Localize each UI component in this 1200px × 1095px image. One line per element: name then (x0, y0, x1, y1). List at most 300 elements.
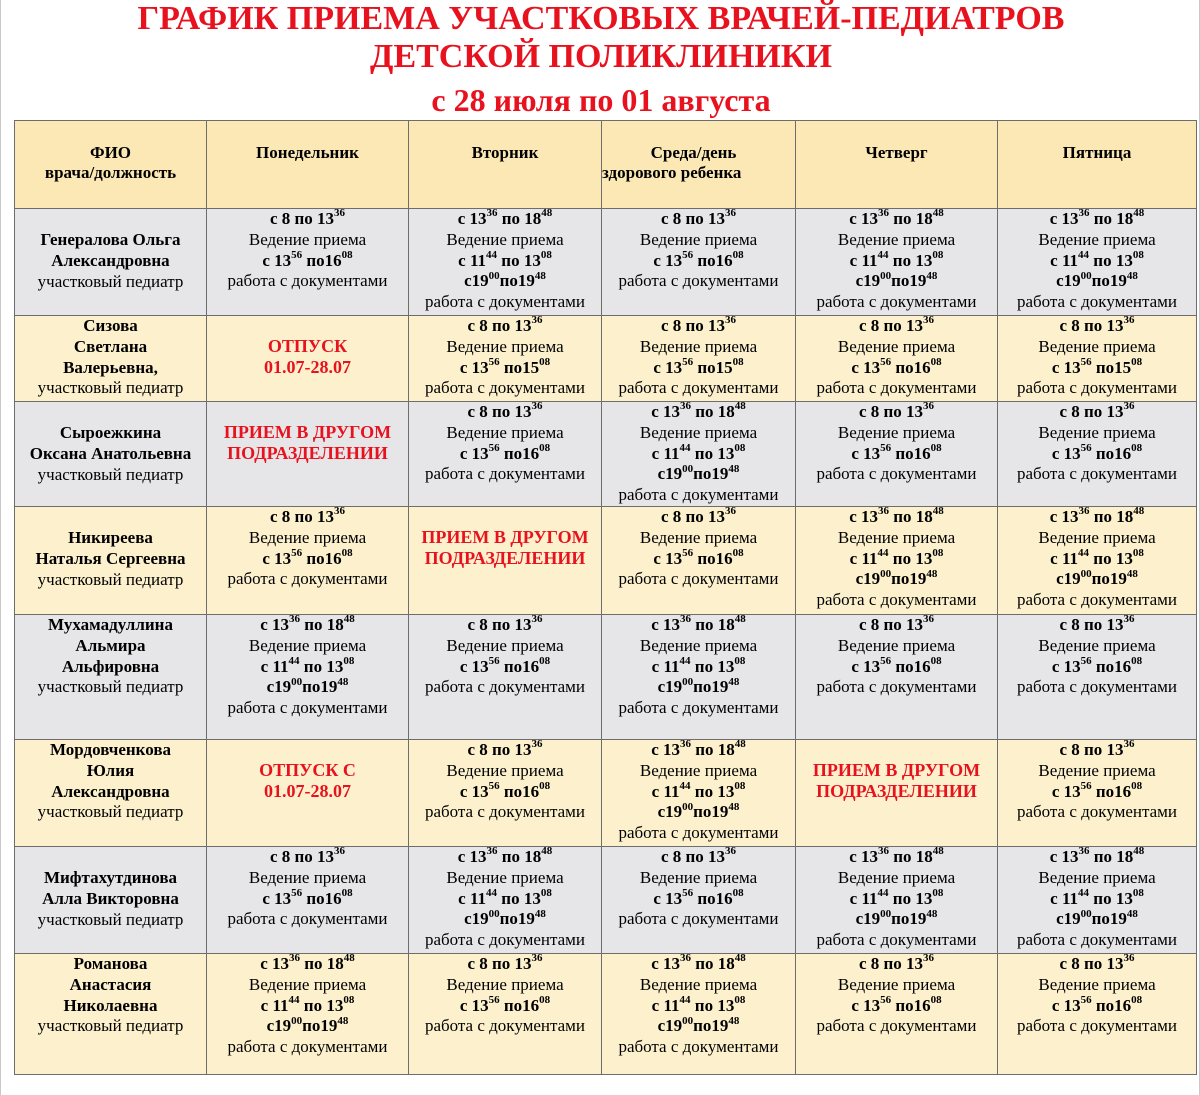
superscript-minutes: 36 (1123, 739, 1135, 751)
shift-label: Ведение приема (446, 974, 564, 994)
doctor-name-line: Александровна (51, 250, 170, 270)
shift-subtime: с $13^{56}$ $по16^{08}$ (262, 546, 353, 568)
superscript-minutes: 48 (728, 675, 740, 688)
title-line-2: ДЕТСКОЙ ПОЛИКЛИНИКИ (370, 38, 832, 75)
shift-docs: работа с документами (1016, 292, 1178, 312)
doctor-name-line: Светлана (73, 336, 148, 356)
shift-subtime: с $13^{56}$ $по16^{08}$ (653, 886, 744, 908)
shift-label: Ведение приема (1038, 867, 1156, 887)
shift-docs: работа с документами (424, 464, 586, 484)
doctor-name-line: Сизова (83, 316, 138, 335)
superscript-minutes: 08 (734, 654, 746, 667)
shift-subtime: с $11^{44}$ по $13^{08}$ (260, 654, 355, 676)
schedule-block (998, 954, 1196, 1037)
shift-subtime: с $13^{56}$ $по16^{08}$ (653, 546, 744, 568)
shift-subtime: с $13^{56}$ $по16^{08}$ (1051, 993, 1143, 1015)
schedule-cell (998, 507, 1197, 615)
note-line: ПОДРАЗДЕЛЕНИИ (227, 443, 388, 463)
table-row (15, 954, 1197, 1075)
schedule-block (207, 209, 408, 292)
shift-time: с 8 по $13^{36}$ (660, 315, 737, 335)
shift-docs: работа с документами (1016, 378, 1178, 398)
schedule-block (998, 316, 1196, 399)
shift-evening: $с19^{00}по19^{48}$ (464, 907, 546, 929)
shift-subtime: с $13^{56}$ $по16^{08}$ (459, 779, 551, 801)
shift-subtime: с $11^{44}$ по $13^{08}$ (849, 546, 944, 568)
schedule-block (409, 615, 601, 698)
shift-subtime: с $13^{56}$ $по16^{08}$ (1051, 441, 1143, 463)
superscript-minutes: 48 (541, 208, 553, 220)
superscript-minutes: 36 (334, 208, 346, 220)
superscript-minutes: 36 (1123, 401, 1135, 413)
doctor-info (15, 615, 206, 698)
superscript-minutes: 00 (682, 1014, 694, 1027)
superscript-minutes: 08 (539, 441, 551, 454)
note-line: 01.07-28.07 (264, 781, 351, 801)
doctor-name-line: Генералова Ольга (40, 230, 181, 249)
doctor-name-line: Мифтахутдинова (43, 868, 178, 887)
schedule-table (14, 120, 1197, 1075)
superscript-minutes: 56 (880, 355, 892, 368)
shift-time: с 8 по $13^{36}$ (660, 506, 737, 526)
col-header-doctor (15, 121, 207, 209)
schedule-block (602, 402, 795, 506)
superscript-minutes: 36 (1123, 315, 1135, 327)
shift-subtime: с $11^{44}$ по $13^{08}$ (260, 993, 355, 1015)
schedule-block (207, 847, 408, 930)
doctor-role: участковый педиатр (37, 378, 184, 398)
doctor-name-line: Никиреева (68, 528, 153, 547)
superscript-minutes: 56 (291, 546, 303, 559)
superscript-minutes: 36 (531, 614, 543, 626)
schedule-cell (602, 847, 796, 954)
schedule-block (796, 507, 997, 611)
schedule-cell (796, 402, 998, 507)
superscript-minutes: 36 (680, 401, 691, 413)
schedule-block (602, 740, 795, 844)
shift-evening: $с19^{00}по19^{48}$ (657, 800, 740, 822)
superscript-minutes: 44 (1078, 248, 1090, 261)
superscript-minutes: 56 (880, 441, 892, 454)
shift-label: Ведение приема (1038, 229, 1156, 249)
schedule-cell (796, 847, 998, 954)
table-row (15, 507, 1197, 615)
shift-subtime: с $13^{56}$ $по16^{08}$ (459, 654, 551, 676)
superscript-minutes: 48 (1133, 846, 1145, 858)
note-line: ПРИЕМ В ДРУГОМ (812, 760, 981, 780)
superscript-minutes: 00 (880, 567, 892, 580)
schedule-cell (796, 209, 998, 316)
superscript-minutes: 36 (725, 846, 737, 858)
note-line: ОТПУСК (267, 336, 348, 356)
schedule-cell (207, 316, 409, 402)
shift-subtime: с $11^{44}$ по $13^{08}$ (1050, 886, 1144, 908)
schedule-cell (207, 615, 409, 740)
shift-time: с 8 по $13^{36}$ (269, 506, 346, 526)
shift-label: Ведение приема (248, 635, 367, 655)
superscript-minutes: 44 (1078, 886, 1090, 899)
shift-docs: работа с документами (227, 698, 388, 718)
shift-time: с $13^{36}$ по $18^{48}$ (651, 739, 746, 759)
doctor-name-line: Николаевна (63, 995, 158, 1015)
shift-time: с $13^{36}$ по $18^{48}$ (457, 846, 553, 866)
superscript-minutes: 36 (878, 846, 889, 858)
superscript-minutes: 44 (679, 993, 691, 1006)
schedule-cell (602, 507, 796, 615)
shift-evening: $с19^{00}по19^{48}$ (266, 1014, 349, 1036)
shift-label: Ведение приема (639, 527, 758, 547)
shift-time: с 8 по $13^{36}$ (1059, 739, 1135, 759)
shift-time: с 8 по $13^{36}$ (1059, 614, 1135, 634)
col-header-wed-line1: Среда/день (650, 143, 737, 162)
col-header-doctor-line1: ФИО (89, 143, 132, 162)
superscript-minutes: 00 (1080, 567, 1092, 580)
superscript-minutes: 08 (539, 355, 551, 368)
superscript-minutes: 08 (732, 355, 744, 368)
doctor-name-line: Мухамадуллина (48, 615, 173, 634)
shift-subtime: с $11^{44}$ по $13^{08}$ (651, 993, 746, 1015)
schedule-block (602, 954, 795, 1058)
schedule-block (796, 954, 997, 1037)
superscript-minutes: 48 (343, 953, 355, 965)
shift-time: с 8 по $13^{36}$ (1059, 953, 1135, 973)
schedule-block (207, 954, 408, 1058)
doctor-cell (15, 954, 207, 1075)
schedule-cell (796, 954, 998, 1075)
superscript-minutes: 36 (531, 953, 543, 965)
superscript-minutes: 00 (488, 269, 500, 282)
shift-label: Ведение приема (639, 229, 758, 249)
shift-time: с $13^{36}$ по $18^{48}$ (1049, 506, 1145, 526)
doctor-cell (15, 615, 207, 740)
shift-label: Ведение приема (446, 760, 564, 780)
shift-label: Ведение приема (639, 635, 758, 655)
shift-label: Ведение приема (1038, 760, 1156, 780)
superscript-minutes: 48 (932, 846, 944, 858)
schedule-cell (998, 740, 1197, 847)
shift-docs: работа с документами (816, 292, 977, 312)
schedule-note (796, 740, 997, 802)
superscript-minutes: 36 (1078, 208, 1090, 220)
doctor-info (15, 507, 206, 590)
superscript-minutes: 08 (1131, 993, 1143, 1006)
schedule-note (207, 402, 408, 464)
superscript-minutes: 08 (540, 248, 552, 261)
note-line: ОТПУСК С (259, 760, 356, 780)
shift-subtime: с $11^{44}$ по $13^{08}$ (1050, 546, 1144, 568)
superscript-minutes: 36 (334, 846, 346, 858)
superscript-minutes: 00 (291, 1014, 303, 1027)
col-header-doctor-line2: врача/должность (44, 163, 177, 182)
shift-docs: работа с документами (816, 1016, 977, 1036)
shift-label: Ведение приема (837, 527, 956, 547)
superscript-minutes: 36 (531, 315, 543, 327)
shift-docs: работа с документами (618, 569, 779, 589)
schedule-cell (796, 740, 998, 847)
superscript-minutes: 44 (288, 654, 300, 667)
shift-time: с $13^{36}$ по $18^{48}$ (260, 953, 355, 973)
doctor-cell (15, 847, 207, 954)
superscript-minutes: 48 (1126, 269, 1138, 282)
superscript-minutes: 56 (488, 993, 500, 1006)
superscript-minutes: 56 (1080, 441, 1092, 454)
shift-time: с 8 по $13^{36}$ (269, 208, 346, 228)
shift-docs: работа с документами (618, 485, 779, 505)
shift-label: Ведение приема (837, 974, 956, 994)
shift-time: с 8 по $13^{36}$ (467, 614, 543, 634)
shift-docs: работа с документами (618, 271, 779, 291)
schedule-cell (409, 615, 602, 740)
doctor-info (15, 402, 206, 485)
superscript-minutes: 08 (930, 441, 942, 454)
schedule-cell (998, 209, 1197, 316)
shift-subtime: с $13^{56}$ $по15^{08}$ (653, 355, 744, 377)
shift-subtime: с $13^{56}$ $по15^{08}$ (459, 355, 551, 377)
schedule-cell (207, 847, 409, 954)
col-header-fri: Пятница (998, 121, 1197, 209)
shift-evening: $с19^{00}по19^{48}$ (1056, 907, 1138, 929)
superscript-minutes: 56 (682, 248, 694, 261)
shift-subtime: с $13^{56}$ $по16^{08}$ (459, 441, 551, 463)
superscript-minutes: 56 (488, 779, 500, 792)
doctor-name-line: Юлия (86, 760, 135, 780)
shift-subtime: с $13^{56}$ $по16^{08}$ (851, 654, 942, 676)
shift-subtime: с $11^{44}$ по $13^{08}$ (458, 886, 552, 908)
col-header-tue: Вторник (409, 121, 602, 209)
schedule-cell (207, 740, 409, 847)
superscript-minutes: 48 (932, 506, 944, 518)
schedule-cell (998, 954, 1197, 1075)
schedule-block (998, 507, 1196, 611)
superscript-minutes: 56 (291, 248, 303, 261)
doctor-info (15, 954, 206, 1037)
schedule-block (409, 954, 601, 1037)
shift-label: Ведение приема (639, 867, 758, 887)
superscript-minutes: 08 (540, 886, 552, 899)
superscript-minutes: 56 (488, 441, 500, 454)
shift-docs: работа с документами (1016, 677, 1178, 697)
superscript-minutes: 48 (337, 675, 349, 688)
doctor-role: участковый педиатр (37, 271, 184, 291)
shift-docs: работа с документами (1016, 590, 1178, 610)
doctor-info (15, 847, 206, 930)
table-row (15, 615, 1197, 740)
schedule-cell (409, 847, 602, 954)
superscript-minutes: 36 (923, 614, 935, 626)
schedule-body (15, 209, 1197, 1075)
schedule-block (998, 402, 1196, 485)
schedule-cell (998, 402, 1197, 507)
doctor-name-line: Оксана Анатольевна (29, 443, 192, 463)
doctor-name-line: Мордовченкова (49, 740, 172, 759)
shift-label: Ведение приема (446, 867, 564, 887)
shift-time: с $13^{36}$ по $18^{48}$ (260, 614, 355, 634)
schedule-block (998, 740, 1196, 823)
doctor-role: участковый педиатр (37, 464, 184, 484)
schedule-cell (207, 507, 409, 615)
superscript-minutes: 36 (923, 401, 935, 413)
shift-time: с $13^{36}$ по $18^{48}$ (1049, 208, 1145, 228)
superscript-minutes: 48 (1133, 506, 1145, 518)
shift-subtime: с $13^{56}$ $по16^{08}$ (851, 993, 942, 1015)
shift-time: с 8 по $13^{36}$ (858, 614, 935, 634)
schedule-block (207, 615, 408, 719)
shift-subtime: с $13^{56}$ $по16^{08}$ (851, 441, 942, 463)
shift-evening: $с19^{00}по19^{48}$ (657, 462, 740, 484)
schedule-block (998, 847, 1196, 951)
schedule-block (602, 507, 795, 590)
col-header-wed-line2: здорового ребенка (602, 163, 742, 182)
shift-label: Ведение приема (248, 974, 367, 994)
doctor-role: участковый педиатр (37, 677, 184, 697)
shift-docs: работа с документами (618, 698, 779, 718)
superscript-minutes: 48 (541, 846, 553, 858)
superscript-minutes: 48 (734, 953, 746, 965)
col-header-mon: Понедельник (207, 121, 409, 209)
col-header-thu: Четверг (796, 121, 998, 209)
shift-label: Ведение приема (1038, 422, 1156, 442)
superscript-minutes: 36 (725, 315, 737, 327)
superscript-minutes: 56 (291, 886, 303, 899)
schedule-cell (602, 954, 796, 1075)
superscript-minutes: 36 (531, 401, 543, 413)
note-line: ПОДРАЗДЕЛЕНИИ (816, 781, 977, 801)
shift-docs: работа с документами (227, 909, 388, 929)
schedule-block (207, 507, 408, 590)
schedule-block (998, 615, 1196, 698)
superscript-minutes: 48 (932, 208, 944, 220)
shift-label: Ведение приема (248, 867, 367, 887)
doctor-role: участковый педиатр (37, 909, 184, 929)
doctor-name-line: Анастасия (69, 974, 152, 994)
superscript-minutes: 44 (877, 248, 889, 261)
superscript-minutes: 36 (1078, 506, 1090, 518)
superscript-minutes: 08 (343, 654, 355, 667)
superscript-minutes: 36 (289, 614, 300, 626)
superscript-minutes: 08 (932, 248, 944, 261)
superscript-minutes: 48 (534, 907, 546, 920)
superscript-minutes: 00 (880, 269, 892, 282)
superscript-minutes: 48 (337, 1014, 349, 1027)
superscript-minutes: 08 (734, 441, 746, 454)
shift-docs: работа с документами (816, 464, 977, 484)
superscript-minutes: 36 (1123, 614, 1135, 626)
shift-docs: работа с документами (816, 378, 977, 398)
shift-subtime: с $11^{44}$ по $13^{08}$ (651, 779, 746, 801)
schedule-cell (602, 615, 796, 740)
shift-time: с $13^{36}$ по $18^{48}$ (849, 846, 944, 866)
shift-label: Ведение приема (837, 867, 956, 887)
schedule-cell (998, 615, 1197, 740)
shift-evening: $с19^{00}по19^{48}$ (266, 675, 349, 697)
superscript-minutes: 36 (680, 739, 691, 751)
superscript-minutes: 36 (725, 506, 737, 518)
shift-docs: работа с документами (424, 802, 586, 822)
shift-subtime: с $11^{44}$ по $13^{08}$ (1050, 248, 1144, 270)
shift-evening: $с19^{00}по19^{48}$ (657, 675, 740, 697)
shift-docs: работа с документами (618, 1037, 779, 1057)
shift-time: с $13^{36}$ по $18^{48}$ (1049, 846, 1145, 866)
superscript-minutes: 44 (486, 248, 498, 261)
superscript-minutes: 08 (734, 993, 746, 1006)
superscript-minutes: 48 (1133, 208, 1145, 220)
shift-label: Ведение приема (1038, 527, 1156, 547)
shift-label: Ведение приема (639, 974, 758, 994)
shift-evening: $с19^{00}по19^{48}$ (855, 269, 938, 291)
doctor-info (15, 316, 206, 399)
shift-subtime: с $11^{44}$ по $13^{08}$ (849, 886, 944, 908)
schedule-note (207, 740, 408, 802)
schedule-cell (207, 954, 409, 1075)
superscript-minutes: 44 (877, 546, 889, 559)
superscript-minutes: 08 (930, 355, 942, 368)
doctor-info (15, 209, 206, 292)
superscript-minutes: 08 (341, 886, 353, 899)
shift-docs: работа с документами (618, 823, 779, 843)
superscript-minutes: 00 (1080, 907, 1092, 920)
doctor-cell (15, 507, 207, 615)
superscript-minutes: 36 (531, 739, 543, 751)
shift-label: Ведение приема (1038, 336, 1156, 356)
shift-subtime: с $13^{56}$ $по16^{08}$ (1051, 779, 1143, 801)
shift-docs: работа с документами (424, 378, 586, 398)
superscript-minutes: 08 (539, 654, 551, 667)
superscript-minutes: 36 (1078, 846, 1090, 858)
shift-time: с 8 по $13^{36}$ (1059, 315, 1135, 335)
superscript-minutes: 44 (679, 441, 691, 454)
shift-label: Ведение приема (248, 229, 367, 249)
shift-time: с $13^{36}$ по $18^{48}$ (457, 208, 553, 228)
superscript-minutes: 44 (486, 886, 498, 899)
shift-docs: работа с документами (816, 930, 977, 950)
schedule-block (409, 740, 601, 823)
shift-label: Ведение приема (446, 422, 564, 442)
superscript-minutes: 08 (732, 248, 744, 261)
doctor-name-line: Валерьевна, (63, 357, 158, 377)
superscript-minutes: 56 (682, 546, 694, 559)
superscript-minutes: 36 (878, 208, 889, 220)
shift-time: с $13^{36}$ по $18^{48}$ (651, 953, 746, 973)
shift-label: Ведение приема (639, 760, 758, 780)
shift-label: Ведение приема (837, 336, 956, 356)
schedule-block (796, 615, 997, 698)
superscript-minutes: 08 (341, 248, 353, 261)
shift-time: с 8 по $13^{36}$ (467, 315, 543, 335)
schedule-cell (409, 402, 602, 507)
shift-docs: работа с документами (424, 292, 586, 312)
superscript-minutes: 00 (488, 907, 500, 920)
superscript-minutes: 48 (343, 614, 355, 626)
superscript-minutes: 44 (1078, 546, 1090, 559)
schedule-cell (207, 402, 409, 507)
note-line: 01.07-28.07 (264, 357, 351, 377)
shift-evening: $с19^{00}по19^{48}$ (657, 1014, 740, 1036)
shift-label: Ведение приема (446, 229, 564, 249)
doctor-name-line: Альфировна (61, 656, 160, 676)
schedule-cell (602, 402, 796, 507)
shift-subtime: с $13^{56}$ $по16^{08}$ (262, 886, 353, 908)
superscript-minutes: 08 (1131, 779, 1143, 792)
doctor-name-line: Наталья Сергеевна (35, 548, 186, 568)
superscript-minutes: 00 (682, 675, 694, 688)
schedule-block (602, 847, 795, 930)
shift-label: Ведение приема (639, 422, 758, 442)
shift-time: с 8 по $13^{36}$ (467, 953, 543, 973)
title-line-1: ГРАФИК ПРИЕМА УЧАСТКОВЫХ ВРАЧЕЙ-ПЕДИАТРОВ (137, 0, 1065, 37)
shift-evening: $с19^{00}по19^{48}$ (1056, 269, 1138, 291)
shift-evening: $с19^{00}по19^{48}$ (855, 567, 938, 589)
shift-label: Ведение приема (837, 422, 956, 442)
